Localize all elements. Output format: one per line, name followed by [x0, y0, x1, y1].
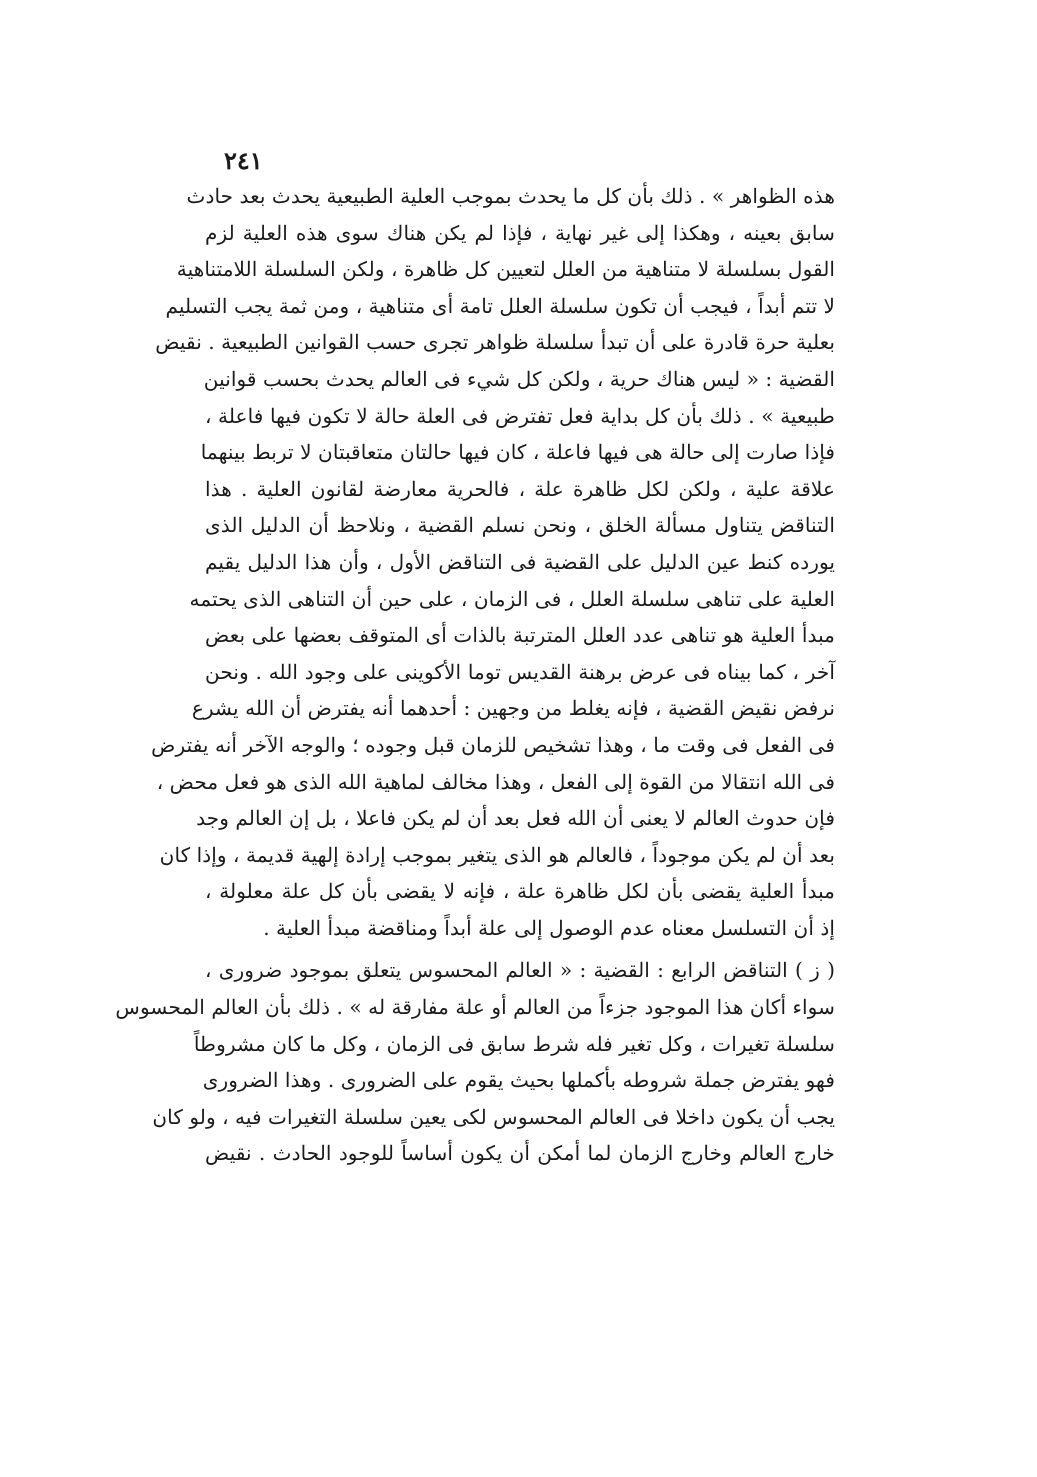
text-line: طبيعية » . ذلك بأن كل بداية فعل تفترض فى العلة حالة لا تكون فيها فاعلة ، — [205, 403, 835, 428]
text-line: فى الله انتقالا من القوة إلى الفعل ، وهذا مخالف لماهية الله الذى هو فعل محض ، — [156, 769, 835, 794]
text-line: نرفض نقيض القضية ، فإنه يغلط من وجهين : أحدهما أنه يفترض أن الله يشرع — [191, 696, 835, 721]
text-line: مبدأ العلية هو تناهى عدد العلل المترتبة بالذات أى المتوقف بعضها على بعض — [205, 623, 835, 648]
text-line: يورده كنط عين الدليل على القضية فى التناقض الأول ، وأن هذا الدليل يقيم — [205, 549, 835, 574]
text-line: هذه الظواهر » . ذلك بأن كل ما يحدث بموجب العلية الطبيعية يحدث بعد حادث — [186, 184, 835, 208]
text-line: لا تتم أبداً ، فيجب أن تكون سلسلة العلل تامة أى متناهية ، ومن ثمة يجب التسليم — [165, 293, 835, 318]
text-line: فإذا صارت إلى حالة هى فيها فاعلة ، كان فيها حالتان متعاقبتان لا تربط بينهما — [200, 440, 835, 465]
text-line: بعلية حرة قادرة على أن تبدأ سلسلة ظواهر تجرى حسب القوانين الطبيعية . نقيض — [155, 330, 835, 355]
text-line: سواء أكان هذا الموجود جزءاً من العالم أو علة مفارقة له » . ذلك بأن العالم المحسوس — [115, 995, 835, 1020]
paragraph-1 — [151, 178, 835, 946]
text-line: ( ز ) التناقض الرابع : القضية : « العالم المحسوس يتعلق بموجود ضرورى ، — [205, 958, 835, 983]
text-line: مبدأ العلية يقضى بأن لكل ظاهرة علة ، فإنه لا يقضى بأن كل علة معلولة ، — [205, 879, 835, 904]
text-line: خارج العالم وخارج الزمان لما أمكن أن يكون أساساً للوجود الحادث . نقيض — [205, 1141, 835, 1166]
paragraph-2 — [115, 952, 835, 1172]
text-line: سابق بعينه ، وهكذا إلى غير نهاية ، فإذا لم يكن هناك سوى هذه العلية لزم — [205, 220, 835, 245]
text-line: القضية : « ليس هناك حرية ، ولكن كل شيء فى العالم يحدث بحسب قوانين — [203, 366, 835, 391]
text-line: بعد أن لم يكن موجوداً ، فالعالم هو الذى يتغير بموجب إرادة إلهية قديمة ، وإذا كان — [159, 842, 835, 867]
text-line: سلسلة تغيرات ، وكل تغير فله شرط سابق فى الزمان ، وكل ما كان مشروطاً — [193, 1031, 835, 1056]
text-line: فهو يفترض جملة شروطه بأكملها بحيث يقوم على الضرورى . وهذا الضرورى — [202, 1068, 835, 1093]
text-line: فى الفعل فى وقت ما ، وهذا تشخيص للزمان قبل وجوده ؛ والوجه الآخر أنه يفترض — [151, 732, 835, 757]
text-line: علاقة علية ، ولكن لكل ظاهرة علة ، فالحرية معارضة لقانون العلية . هذا — [205, 476, 835, 501]
text-line: فإن حدوث العالم لا يعنى أن الله فعل بعد أن لم يكن فاعلا ، بل إن العالم وجد — [196, 806, 835, 831]
text-line: يجب أن يكون داخلا فى العالم المحسوس لكى يعين سلسلة التغيرات فيه ، ولو كان — [152, 1104, 835, 1129]
page-number: ٢٤١ — [224, 146, 263, 175]
text-line: إذ أن التسلسل معناه عدم الوصول إلى علة أبداً ومناقضة مبدأ العلية . — [263, 915, 835, 940]
text-line: التناقض يتناول مسألة الخلق ، ونحن نسلم القضية ، ونلاحظ أن الدليل الذى — [205, 513, 835, 538]
text-body — [115, 178, 835, 1172]
text-line: العلية على تناهى سلسلة العلل ، فى الزمان ، على حين أن التناهى الذى يحتمه — [189, 586, 835, 611]
text-line: آخر ، كما بيناه فى عرض برهنة القديس توما الأكوينى على وجود الله . ونحن — [205, 659, 835, 684]
text-line: القول بسلسلة لا متناهية من العلل لتعيين كل ظاهرة ، ولكن السلسلة اللامتناهية — [176, 257, 835, 282]
